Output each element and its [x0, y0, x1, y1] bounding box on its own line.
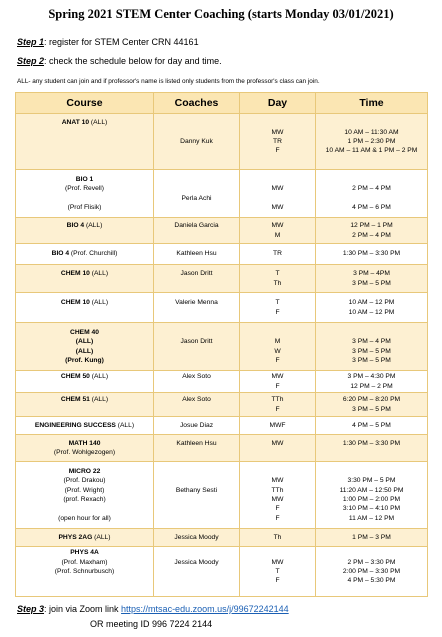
course-scope: (Prof. Churchill) [69, 250, 118, 258]
course-scope: (ALL) [89, 299, 109, 307]
day-line: TTh [271, 486, 284, 494]
coach-cell [154, 114, 240, 170]
table-row [16, 293, 428, 323]
page-title: Spring 2021 STEM Center Coaching (starts Monday 03/01/2021) [48, 7, 394, 21]
time-cell [316, 218, 428, 244]
day-line: W [274, 347, 281, 355]
time-cell [316, 462, 428, 529]
time-line: 2:00 PM – 3:30 PM [342, 567, 401, 575]
time-line: 3:30 PM – 5 PM [347, 477, 396, 485]
day-cell [240, 462, 316, 529]
time-cell [316, 114, 428, 170]
course-name: CHEM 10 [60, 299, 90, 307]
course-line [18, 328, 151, 337]
course-name: CHEM 10 [60, 270, 90, 278]
day-line: F [275, 577, 280, 585]
step-3-text: : join via Zoom link [44, 604, 122, 614]
course-name: CHEM 51 [60, 396, 90, 404]
day-line: TTh [271, 396, 284, 404]
course-name: (Prof. Wright) [64, 486, 105, 494]
course-name: (Prof. Maxham) [61, 558, 108, 566]
coach-line [156, 567, 237, 576]
day-line [242, 328, 313, 337]
time-cell [316, 547, 428, 597]
coach-cell [154, 170, 240, 218]
day-line: F [275, 356, 280, 364]
coach-line [156, 467, 237, 476]
course-line [18, 231, 151, 240]
course-line [18, 137, 151, 146]
course-cell [16, 547, 154, 597]
time-line: 1 PM – 3 PM [352, 533, 391, 541]
course-name: (prof. Rexach) [63, 496, 106, 503]
coach-cell [154, 323, 240, 371]
day-line [242, 585, 313, 594]
time-line: 3 PM – 4:30 PM [347, 373, 396, 381]
table-row [16, 265, 428, 293]
time-line [318, 155, 425, 164]
time-line: 4 PM – 5:30 PM [347, 577, 396, 585]
time-line [318, 448, 425, 457]
day-line: MW [271, 558, 284, 566]
time-line: 10 AM – 11:30 AM [344, 128, 399, 136]
course-line [18, 308, 151, 317]
coach-line [156, 514, 237, 523]
table-row [16, 393, 428, 417]
time-line [318, 118, 425, 127]
time-line: 11 AM – 12 PM [348, 514, 395, 522]
table-row [16, 244, 428, 265]
time-line: 10 AM – 12 PM [348, 299, 395, 307]
course-line [18, 203, 151, 212]
course-line [18, 405, 151, 414]
day-line: MW [271, 128, 284, 136]
coach-line: Daniela Garcia [174, 222, 219, 230]
day-cell [240, 529, 316, 547]
day-cell [240, 265, 316, 293]
course-line [18, 395, 151, 404]
course-line [18, 298, 151, 307]
coach-line [156, 203, 237, 212]
column-header-coaches: Coaches [154, 93, 240, 114]
day-cell [240, 114, 316, 170]
time-line: 3:10 PM – 4:10 PM [342, 505, 401, 513]
coach-line: Jessica Moody [174, 533, 219, 541]
course-name: PHYS 4A [70, 549, 99, 557]
course-scope: (ALL) [115, 421, 135, 429]
coach-line: Kathleen Hsu [176, 439, 217, 447]
coach-cell [154, 371, 240, 393]
schedule-body [16, 114, 428, 597]
day-line: M [274, 231, 281, 239]
time-line: 4 PM – 5 PM [352, 421, 391, 429]
time-line: 3 PM – 5 PM [352, 347, 391, 355]
course-name: (Prof. Kung) [65, 356, 104, 364]
course-cell [16, 244, 154, 265]
time-line: 10 AM – 12 PM [348, 308, 395, 316]
time-line: 3 PM – 5 PM [352, 279, 391, 287]
day-line: MW [271, 496, 284, 503]
course-line [18, 448, 151, 457]
time-line: 4 PM – 6 PM [352, 203, 391, 211]
coach-cell [154, 218, 240, 244]
column-header-course: Course [16, 93, 154, 114]
column-header-time: Time [316, 93, 428, 114]
time-line [318, 548, 425, 557]
course-line [18, 155, 151, 164]
time-line: 12 PM – 1 PM [350, 222, 393, 230]
day-line: TR [273, 137, 282, 145]
course-line [18, 576, 151, 585]
coach-line [156, 128, 237, 137]
course-scope: (ALL) [84, 222, 103, 230]
coach-cell [154, 529, 240, 547]
course-name: CHEM 50 [60, 373, 90, 381]
course-name: (Prof. Drakou) [63, 477, 106, 485]
table-row [16, 218, 428, 244]
course-name: (Prof. Revell) [64, 185, 105, 193]
coach-line [156, 576, 237, 585]
course-scope: (ALL) [89, 270, 109, 278]
column-header-day: Day [240, 93, 316, 114]
time-line: 11:20 AM – 12:50 PM [339, 486, 404, 494]
meeting-id: OR meeting ID 996 7224 2144 [90, 619, 213, 629]
coach-line: Jessica Moody [174, 558, 219, 566]
course-line [18, 175, 151, 184]
day-line [242, 194, 313, 203]
all-note: ALL- any student can join and if professor's name is listed only students from the professor's class can join. [17, 78, 320, 85]
time-line [318, 194, 425, 203]
course-cell [16, 529, 154, 547]
time-cell [316, 265, 428, 293]
time-line: 2 PM – 4 PM [352, 231, 391, 239]
time-cell [316, 293, 428, 323]
course-scope: (ALL) [92, 533, 111, 541]
course-cell [16, 265, 154, 293]
time-line: 3 PM – 4PM [353, 270, 390, 278]
course-scope: (ALL) [89, 373, 109, 381]
day-line: F [275, 405, 280, 413]
course-line [18, 279, 151, 288]
day-line [242, 467, 313, 476]
time-line: 1 PM – 2:30 PM [347, 137, 396, 145]
day-line: MW [271, 185, 284, 193]
course-line [18, 118, 151, 127]
course-cell [16, 393, 154, 417]
day-line: F [275, 514, 280, 522]
coach-cell [154, 265, 240, 293]
coach-line: Jason Dritt [180, 338, 213, 346]
day-line: TR [273, 250, 282, 258]
day-line [242, 118, 313, 127]
time-cell [316, 435, 428, 462]
coach-line [156, 548, 237, 557]
course-line [18, 249, 151, 258]
schedule-table [15, 92, 428, 597]
time-cell [316, 529, 428, 547]
coach-line: Jason Dritt [180, 270, 213, 278]
time-line: 3 PM – 4 PM [352, 338, 391, 346]
time-line: 2 PM – 4 PM [352, 185, 391, 193]
coach-line [156, 231, 237, 240]
time-cell [316, 323, 428, 371]
step-3 [17, 604, 289, 614]
course-name: BIO 4 [66, 222, 85, 230]
day-line [242, 448, 313, 457]
day-line: M [274, 338, 281, 346]
day-cell [240, 393, 316, 417]
course-line [18, 194, 151, 203]
time-line: 2 PM – 3:30 PM [347, 558, 396, 566]
coach-line [156, 146, 237, 155]
course-name: BIO 4 [51, 250, 70, 258]
course-name: (Prof Flisik) [67, 203, 102, 211]
course-line [18, 356, 151, 365]
course-cell [16, 371, 154, 393]
day-line [242, 155, 313, 164]
table-row [16, 462, 428, 529]
table-row [16, 547, 428, 597]
coach-line: Perla Achi [181, 194, 212, 202]
course-line [18, 221, 151, 230]
course-line [18, 439, 151, 448]
step-1 [17, 37, 199, 47]
time-line [318, 175, 425, 184]
course-line [18, 146, 151, 155]
table-row [16, 417, 428, 435]
table-row [16, 170, 428, 218]
coach-cell [154, 293, 240, 323]
course-name: MATH 140 [68, 439, 101, 447]
course-line [18, 558, 151, 567]
course-cell [16, 323, 154, 371]
time-line: 1:30 PM – 3:30 PM [342, 439, 401, 447]
course-line [18, 372, 151, 381]
day-line: Th [273, 279, 282, 287]
course-line [18, 548, 151, 557]
course-line [18, 514, 151, 523]
coach-line [156, 175, 237, 184]
day-line [242, 548, 313, 557]
day-cell [240, 218, 316, 244]
coach-line [156, 184, 237, 193]
day-line: MW [271, 222, 284, 230]
day-line: T [275, 567, 280, 575]
day-cell [240, 170, 316, 218]
course-name: CHEM 40 [70, 328, 99, 336]
course-name: (Prof. Schnurbusch) [54, 567, 115, 575]
coach-line: Danny Kuk [180, 137, 213, 145]
day-line: F [275, 505, 280, 513]
course-scope: (ALL) [89, 119, 108, 127]
time-line [318, 328, 425, 337]
course-cell [16, 170, 154, 218]
course-name: PHYS 2AG [58, 533, 93, 541]
coach-line [156, 347, 237, 356]
course-line [18, 347, 151, 356]
day-line: MWF [269, 421, 286, 429]
course-cell [16, 435, 154, 462]
time-cell [316, 170, 428, 218]
course-name: MICRO 22 [68, 468, 101, 476]
table-row [16, 114, 428, 170]
step-3-label: Step 3 [17, 604, 45, 614]
table-row [16, 435, 428, 462]
course-name: (Prof. Wohlgezogen) [53, 449, 116, 456]
coach-line [156, 155, 237, 164]
table-row [16, 529, 428, 547]
day-line: F [275, 382, 280, 390]
day-cell [240, 293, 316, 323]
coach-line [156, 279, 237, 288]
day-line: T [275, 270, 280, 278]
coach-line: Josue Diaz [179, 421, 214, 429]
coach-line: Valerie Menna [175, 299, 218, 307]
coach-line: Alex Soto [182, 373, 211, 381]
day-line: F [275, 147, 280, 155]
course-name: (ALL) [75, 338, 94, 346]
coach-line: Alex Soto [182, 396, 211, 404]
course-name: (ALL) [75, 347, 94, 355]
step-2-text: : check the schedule below for day and time. [44, 56, 222, 66]
course-cell [16, 218, 154, 244]
course-line [18, 533, 151, 542]
time-line [318, 585, 425, 594]
day-cell [240, 547, 316, 597]
course-line [18, 128, 151, 137]
course-cell [16, 417, 154, 435]
coach-line [156, 118, 237, 127]
time-line: 10 AM – 11 AM & 1 PM – 2 PM [325, 147, 418, 155]
time-line: 1:00 PM – 2:00 PM [342, 496, 401, 503]
course-line [18, 269, 151, 278]
day-line: Th [273, 533, 282, 541]
table-row [16, 371, 428, 393]
course-line [18, 476, 151, 485]
course-line [18, 567, 151, 576]
course-line [18, 486, 151, 495]
day-line: T [275, 299, 280, 307]
time-cell [316, 393, 428, 417]
day-line [242, 175, 313, 184]
coach-cell [154, 393, 240, 417]
step-2 [17, 56, 222, 66]
course-line [18, 467, 151, 476]
day-cell [240, 435, 316, 462]
step-1-text: : register for STEM Center CRN 44161 [44, 37, 199, 47]
time-line: 1:30 PM – 3:30 PM [342, 250, 401, 258]
step-1-label: Step 1 [17, 37, 45, 47]
time-cell [316, 244, 428, 265]
step-2-label: Step 2 [17, 56, 45, 66]
course-name: (open hour for all) [58, 514, 111, 522]
course-cell [16, 293, 154, 323]
day-line: MW [271, 373, 284, 381]
zoom-link[interactable]: https://mtsac-edu.zoom.us/j/99672242144 [121, 604, 289, 614]
day-cell [240, 371, 316, 393]
time-cell [316, 371, 428, 393]
time-line: 3 PM – 5 PM [352, 405, 391, 413]
time-line: 12 PM – 2 PM [350, 382, 393, 390]
coach-cell [154, 417, 240, 435]
coach-line [156, 405, 237, 414]
course-line [18, 585, 151, 594]
time-line: 3 PM – 5 PM [352, 356, 391, 364]
coach-line [156, 356, 237, 365]
coach-line [156, 328, 237, 337]
coach-line: Kathleen Hsu [176, 250, 217, 258]
time-line: 6:20 PM – 8:20 PM [342, 396, 401, 404]
table-header-row [16, 93, 428, 114]
day-line: MW [271, 439, 284, 447]
day-cell [240, 417, 316, 435]
coach-line: Bethany Sesti [175, 486, 218, 494]
course-name: ANAT 10 [61, 119, 90, 127]
coach-cell [154, 462, 240, 529]
course-cell [16, 462, 154, 529]
day-line: MW [271, 477, 284, 485]
coach-line [156, 476, 237, 485]
course-scope: (ALL) [89, 396, 109, 404]
coach-line [156, 448, 237, 457]
coach-line [156, 504, 237, 513]
course-cell [16, 114, 154, 170]
time-line [318, 467, 425, 476]
course-line [18, 184, 151, 193]
course-line [18, 382, 151, 391]
course-name: BIO 1 [75, 175, 94, 183]
table-row [16, 323, 428, 371]
course-line [18, 495, 151, 504]
coach-line [156, 495, 237, 504]
coach-line [156, 585, 237, 594]
course-line [18, 504, 151, 513]
coach-cell [154, 547, 240, 597]
course-name: ENGINEERING SUCCESS [34, 421, 116, 429]
coach-line [156, 382, 237, 391]
day-cell [240, 323, 316, 371]
course-line [18, 337, 151, 346]
time-cell [316, 417, 428, 435]
course-line [18, 421, 151, 430]
day-line: F [275, 308, 280, 316]
day-line: MW [271, 203, 284, 211]
coach-line [156, 308, 237, 317]
coach-cell [154, 244, 240, 265]
coach-cell [154, 435, 240, 462]
day-cell [240, 244, 316, 265]
